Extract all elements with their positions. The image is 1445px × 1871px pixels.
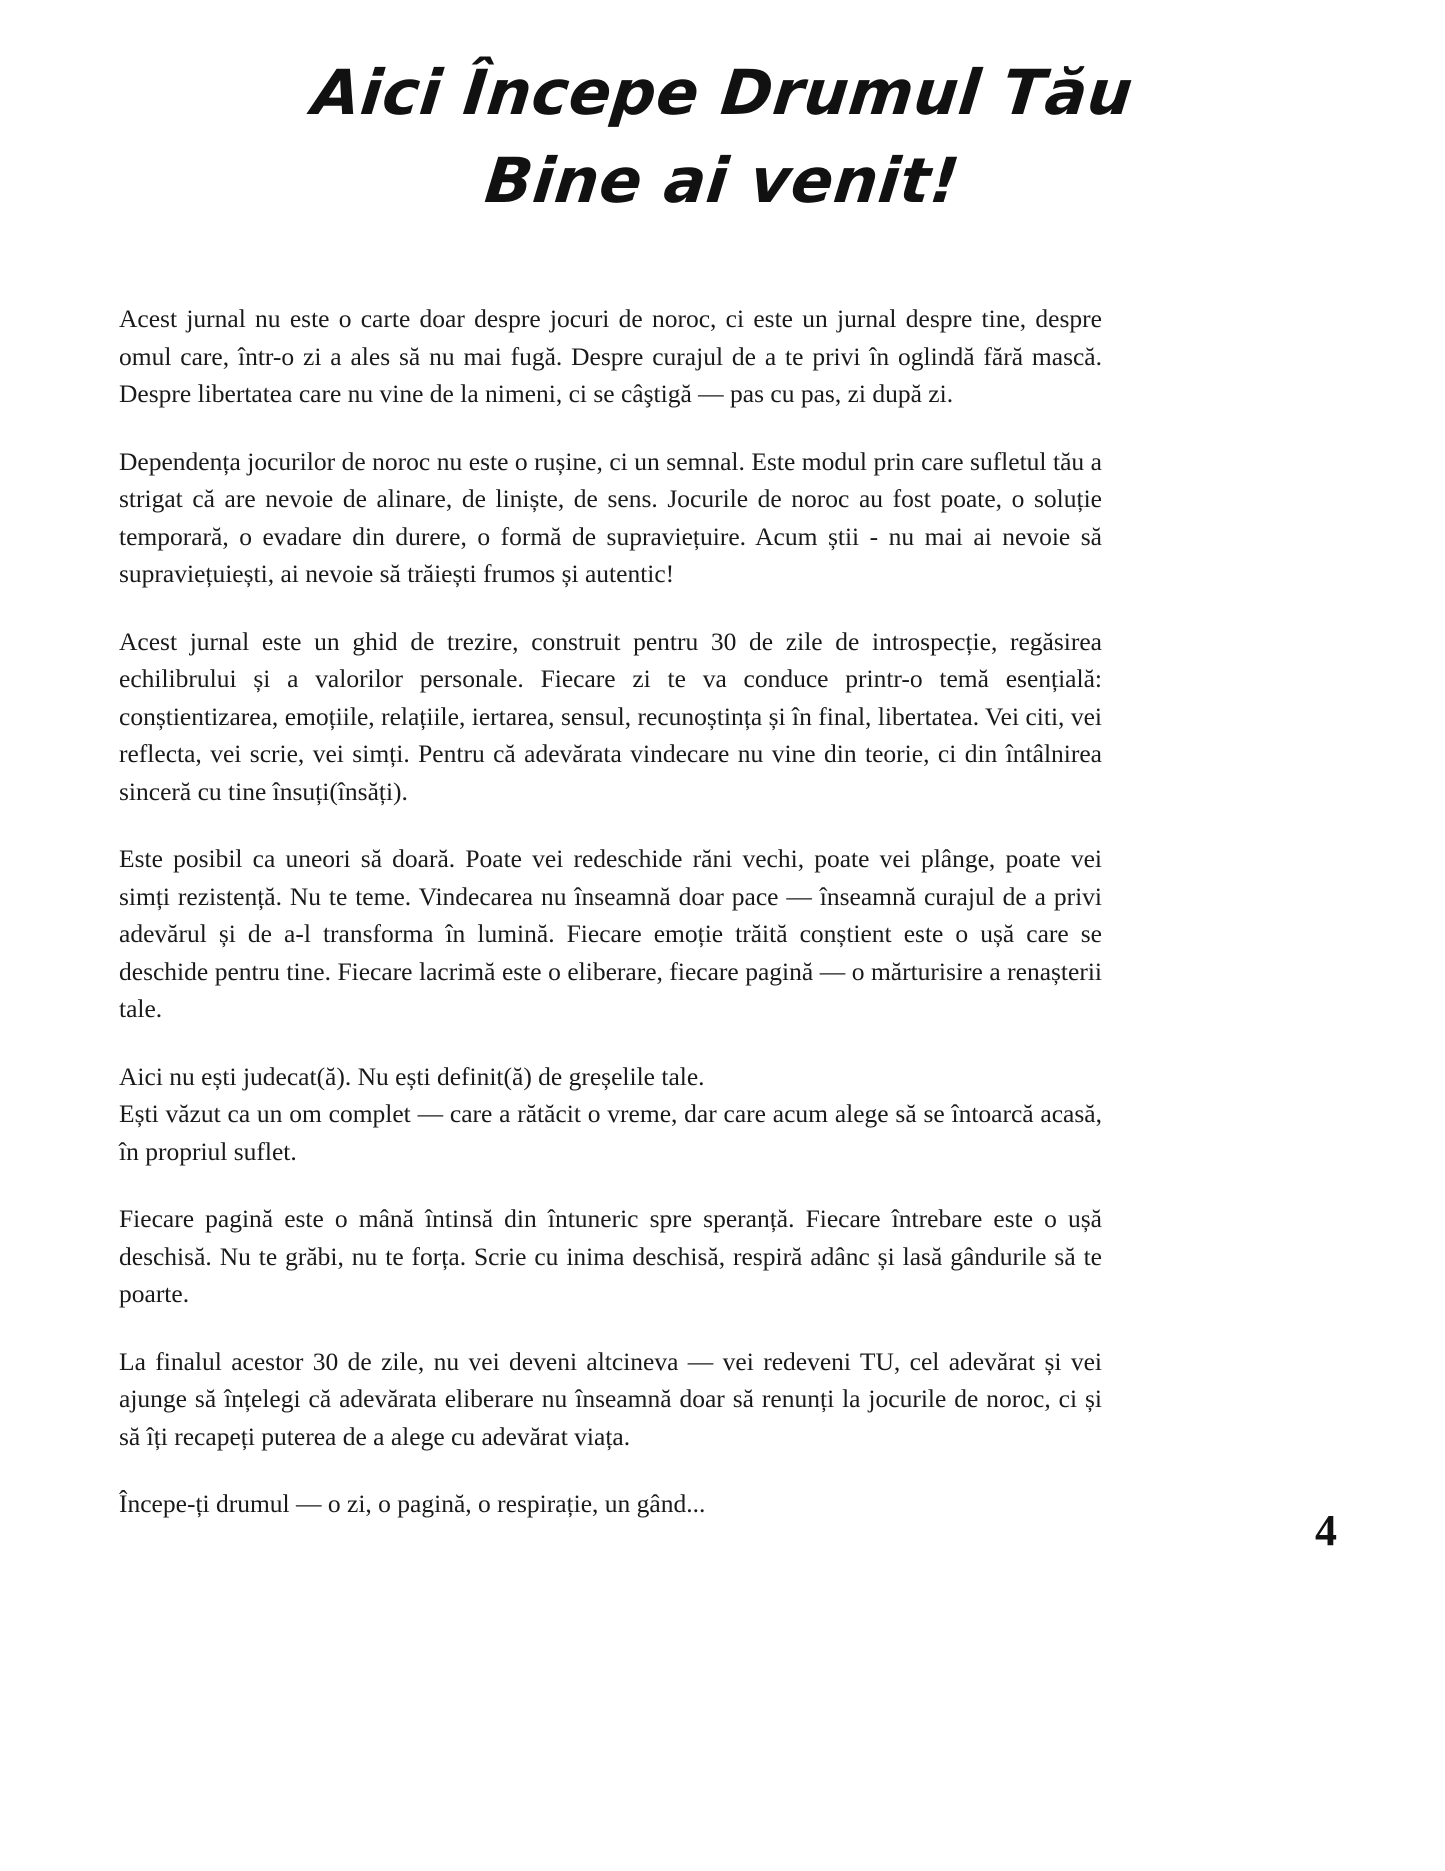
paragraph-4: Este posibil ca uneori să doară. Poate vei redeschide răni vechi, poate vei plânge, poate vei simți rezistență. Nu te teme. Vindecarea nu înseamnă doar pace — înseamnă curajul de a privi adevărul și de a-l transforma în lumină. Fiecare emoție trăită conștient este o ușă care se deschide pentru tine. Fiecare lacrimă este o eliberare, fiecare pagină — o mărturisire a renașterii tale. [119,844,1102,1023]
paragraph-5-continuation: Ești văzut ca un om complet — care a rătăcit o vreme, dar care acum alege să se întoarcă acasă, în propriul suflet. [119,1099,1102,1166]
page-number: 4 [1315,1506,1337,1555]
paragraph-8-closing: Începe-ți drumul — o zi, o pagină, o respirație, un gând... [119,1489,706,1518]
paragraph-7: La finalul acestor 30 de zile, nu vei deveni altcineva — vei redeveni TU, cel adevărat și vei ajunge să înțelegi că adevărata eliberare nu înseamnă doar să renunți la jocurile de noroc, ci și să îți recapeți puterea de a alege cu adevărat viața. [119,1346,1102,1451]
paragraph-2: Dependența jocurilor de noroc nu este o rușine, ci un semnal. Este modul prin care sufletul tău a strigat că are nevoie de alinare, de liniște, de sens. Jocurile de noroc au fost poate, o soluție temporară, o evadare din durere, o formă de supraviețuire. Acum știi - nu mai ai nevoie să supraviețuiești, ai nevoie să trăiești frumos și autentic! [119,446,1102,588]
paragraph-3: Acest jurnal este un ghid de trezire, construit pentru 30 de zile de introspecție, regăsirea echilibrului și a valorilor personale. Fiecare zi te va conduce printr-o temă esențială: conștientizarea, emoțiile, relațiile, iertarea, sensul, recunoștința și în final, libertatea. Vei citi, vei reflecta, vei scrie, vei simți. Pentru că adevărata vindecare nu vine din teorie, ci din întâlnirea sinceră cu tine însuți(însăți). [119,626,1102,806]
title-line-secondary: Bine ai venit! [481,144,964,217]
title-line-primary: Aici Începe Drumul Tău [308,56,1137,129]
body-text-column [119,300,1102,1523]
paragraph-1: Acest jurnal nu este o carte doar despre jocuri de noroc, ci este un jurnal despre tine, despre omul care, într-o zi a ales să nu mai fugă. Despre curajul de a te privi în oglindă fără mască. Despre libertatea care nu vine de la nimeni, ci se câştigă — pas cu pas, zi după zi. [119,304,1102,408]
paragraph-5-opening-line: Aici nu ești judecat(ă). Nu ești definit(ă) de greșelile tale. [119,1061,705,1091]
page-title [0,56,1445,217]
paragraph-6: Fiecare pagină este o mână întinsă din întuneric spre speranță. Fiecare întrebare este o ușă deschisă. Nu te grăbi, nu te forța. Scrie cu inima deschisă, respiră adânc și lasă gândurile să te poarte. [119,1204,1102,1308]
